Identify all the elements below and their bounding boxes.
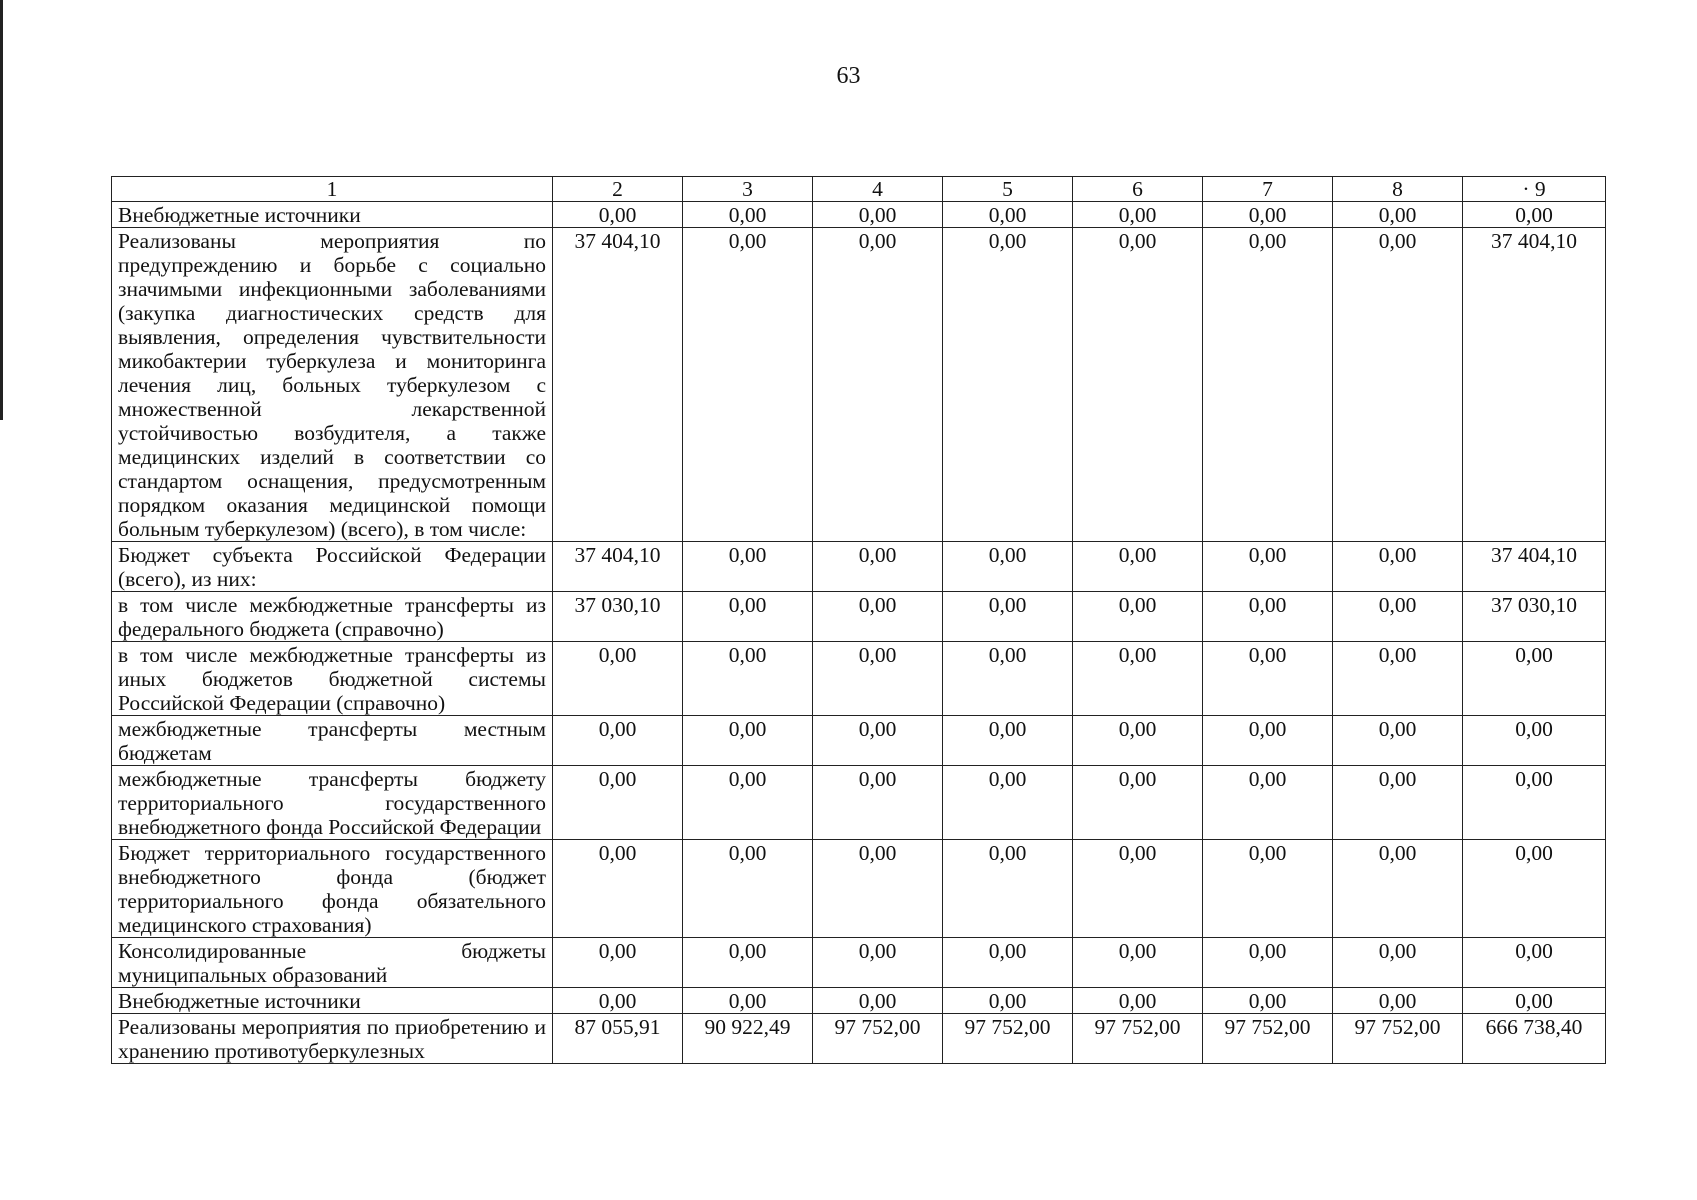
row-label: Реализованы мероприятия по приобретению и хранению противотуберкулезных <box>112 1014 553 1064</box>
budget-table <box>111 176 1606 1064</box>
value-cell: 0,00 <box>943 592 1073 642</box>
value-cell: 0,00 <box>683 938 813 988</box>
value-cell: 0,00 <box>1333 840 1463 938</box>
value-cell: 0,00 <box>553 642 683 716</box>
value-cell: 0,00 <box>1463 988 1606 1014</box>
value-cell: 0,00 <box>683 766 813 840</box>
value-cell: 0,00 <box>813 988 943 1014</box>
value-cell: 0,00 <box>1463 840 1606 938</box>
table-row <box>112 988 1606 1014</box>
page-number: 63 <box>836 63 861 89</box>
row-label: Бюджет субъекта Российской Федерации (всего), из них: <box>112 542 553 592</box>
value-cell: 0,00 <box>1463 766 1606 840</box>
value-cell: 0,00 <box>943 642 1073 716</box>
value-cell: 0,00 <box>1203 642 1333 716</box>
table-row <box>112 592 1606 642</box>
value-cell: 37 404,10 <box>1463 542 1606 592</box>
column-header: 8 <box>1333 177 1463 202</box>
value-cell: 0,00 <box>813 228 943 542</box>
table-row <box>112 938 1606 988</box>
value-cell: 0,00 <box>683 592 813 642</box>
column-header: 3 <box>683 177 813 202</box>
row-label: межбюджетные трансферты бюджету территориального государственного внебюджетного фонда Российской Федерации <box>112 766 553 840</box>
value-cell: 0,00 <box>553 988 683 1014</box>
column-header: 7 <box>1203 177 1333 202</box>
value-cell: 0,00 <box>943 716 1073 766</box>
value-cell: 0,00 <box>1333 202 1463 228</box>
value-cell: 90 922,49 <box>683 1014 813 1064</box>
column-header: 1 <box>112 177 553 202</box>
value-cell: 0,00 <box>1333 642 1463 716</box>
value-cell: 0,00 <box>1333 938 1463 988</box>
table-row <box>112 1014 1606 1064</box>
value-cell: 0,00 <box>943 202 1073 228</box>
value-cell: 666 738,40 <box>1463 1014 1606 1064</box>
table-row <box>112 716 1606 766</box>
value-cell: 0,00 <box>1073 716 1203 766</box>
value-cell: 0,00 <box>1463 202 1606 228</box>
value-cell: 87 055,91 <box>553 1014 683 1064</box>
value-cell: 0,00 <box>1203 228 1333 542</box>
row-label: Внебюджетные источники <box>112 202 553 228</box>
value-cell: 0,00 <box>683 228 813 542</box>
value-cell: 0,00 <box>683 840 813 938</box>
value-cell: 0,00 <box>553 938 683 988</box>
value-cell: 0,00 <box>553 766 683 840</box>
value-cell: 0,00 <box>553 202 683 228</box>
value-cell: 0,00 <box>1463 716 1606 766</box>
value-cell: 97 752,00 <box>943 1014 1073 1064</box>
column-header: · 9 <box>1463 177 1606 202</box>
row-label: Бюджет территориального государственного внебюджетного фонда (бюджет территориального фонда обязательного медицинского страхования) <box>112 840 553 938</box>
table-row <box>112 202 1606 228</box>
value-cell: 0,00 <box>1463 938 1606 988</box>
value-cell: 0,00 <box>1203 766 1333 840</box>
value-cell: 0,00 <box>1073 642 1203 716</box>
value-cell: 0,00 <box>1203 840 1333 938</box>
value-cell: 0,00 <box>1203 542 1333 592</box>
value-cell: 0,00 <box>1073 202 1203 228</box>
column-header: 4 <box>813 177 943 202</box>
value-cell: 0,00 <box>1073 938 1203 988</box>
column-header: 5 <box>943 177 1073 202</box>
value-cell: 97 752,00 <box>1073 1014 1203 1064</box>
value-cell: 97 752,00 <box>1203 1014 1333 1064</box>
value-cell: 0,00 <box>813 202 943 228</box>
value-cell: 0,00 <box>1073 840 1203 938</box>
column-header: 2 <box>553 177 683 202</box>
value-cell: 0,00 <box>813 716 943 766</box>
value-cell: 37 404,10 <box>553 542 683 592</box>
value-cell: 0,00 <box>1203 716 1333 766</box>
row-label: в том числе межбюджетные трансферты из федерального бюджета (справочно) <box>112 592 553 642</box>
value-cell: 0,00 <box>943 542 1073 592</box>
column-header: 6 <box>1073 177 1203 202</box>
value-cell: 0,00 <box>943 766 1073 840</box>
value-cell: 0,00 <box>683 642 813 716</box>
table-row <box>112 766 1606 840</box>
table-row <box>112 228 1606 542</box>
value-cell: 0,00 <box>1073 766 1203 840</box>
table-body <box>112 202 1606 1064</box>
value-cell: 0,00 <box>1333 716 1463 766</box>
value-cell: 37 404,10 <box>1463 228 1606 542</box>
value-cell: 0,00 <box>943 988 1073 1014</box>
row-label: межбюджетные трансферты местным бюджетам <box>112 716 553 766</box>
row-label: Реализованы мероприятия по предупреждению и борьбе с социально значимыми инфекционными заболеваниями (закупка диагностических средств для выявления, определения чувствительности микобактерии туберкулеза и мониторинга лечения лиц, больных туберкулезом с множественной лекарственной устойчивостью возбудителя, а также медицинских изделий в соответствии со стандартом оснащения, предусмотренным порядком оказания медицинской помощи больным туберкулезом) (всего), в том числе: <box>112 228 553 542</box>
value-cell: 0,00 <box>1333 592 1463 642</box>
value-cell: 0,00 <box>813 938 943 988</box>
value-cell: 0,00 <box>943 228 1073 542</box>
value-cell: 0,00 <box>1203 592 1333 642</box>
value-cell: 0,00 <box>813 592 943 642</box>
value-cell: 0,00 <box>683 988 813 1014</box>
value-cell: 0,00 <box>683 716 813 766</box>
value-cell: 0,00 <box>1203 202 1333 228</box>
value-cell: 0,00 <box>813 840 943 938</box>
value-cell: 0,00 <box>1333 228 1463 542</box>
value-cell: 37 030,10 <box>1463 592 1606 642</box>
value-cell: 0,00 <box>1073 988 1203 1014</box>
value-cell: 97 752,00 <box>813 1014 943 1064</box>
value-cell: 0,00 <box>1073 228 1203 542</box>
value-cell: 37 030,10 <box>553 592 683 642</box>
value-cell: 0,00 <box>813 642 943 716</box>
value-cell: 0,00 <box>1333 542 1463 592</box>
value-cell: 0,00 <box>1073 592 1203 642</box>
value-cell: 0,00 <box>1203 988 1333 1014</box>
value-cell: 0,00 <box>553 840 683 938</box>
table-row <box>112 542 1606 592</box>
row-label: Консолидированные бюджеты муниципальных образований <box>112 938 553 988</box>
value-cell: 37 404,10 <box>553 228 683 542</box>
value-cell: 0,00 <box>683 542 813 592</box>
value-cell: 0,00 <box>943 938 1073 988</box>
value-cell: 0,00 <box>813 766 943 840</box>
row-label: Внебюджетные источники <box>112 988 553 1014</box>
value-cell: 0,00 <box>553 716 683 766</box>
value-cell: 97 752,00 <box>1333 1014 1463 1064</box>
header-row <box>112 177 1606 202</box>
value-cell: 0,00 <box>683 202 813 228</box>
value-cell: 0,00 <box>1203 938 1333 988</box>
table-row <box>112 840 1606 938</box>
value-cell: 0,00 <box>943 840 1073 938</box>
value-cell: 0,00 <box>1333 988 1463 1014</box>
row-label: в том числе межбюджетные трансферты из иных бюджетов бюджетной системы Российской Федерации (справочно) <box>112 642 553 716</box>
table-row <box>112 642 1606 716</box>
value-cell: 0,00 <box>1463 642 1606 716</box>
value-cell: 0,00 <box>1073 542 1203 592</box>
value-cell: 0,00 <box>813 542 943 592</box>
value-cell: 0,00 <box>1333 766 1463 840</box>
